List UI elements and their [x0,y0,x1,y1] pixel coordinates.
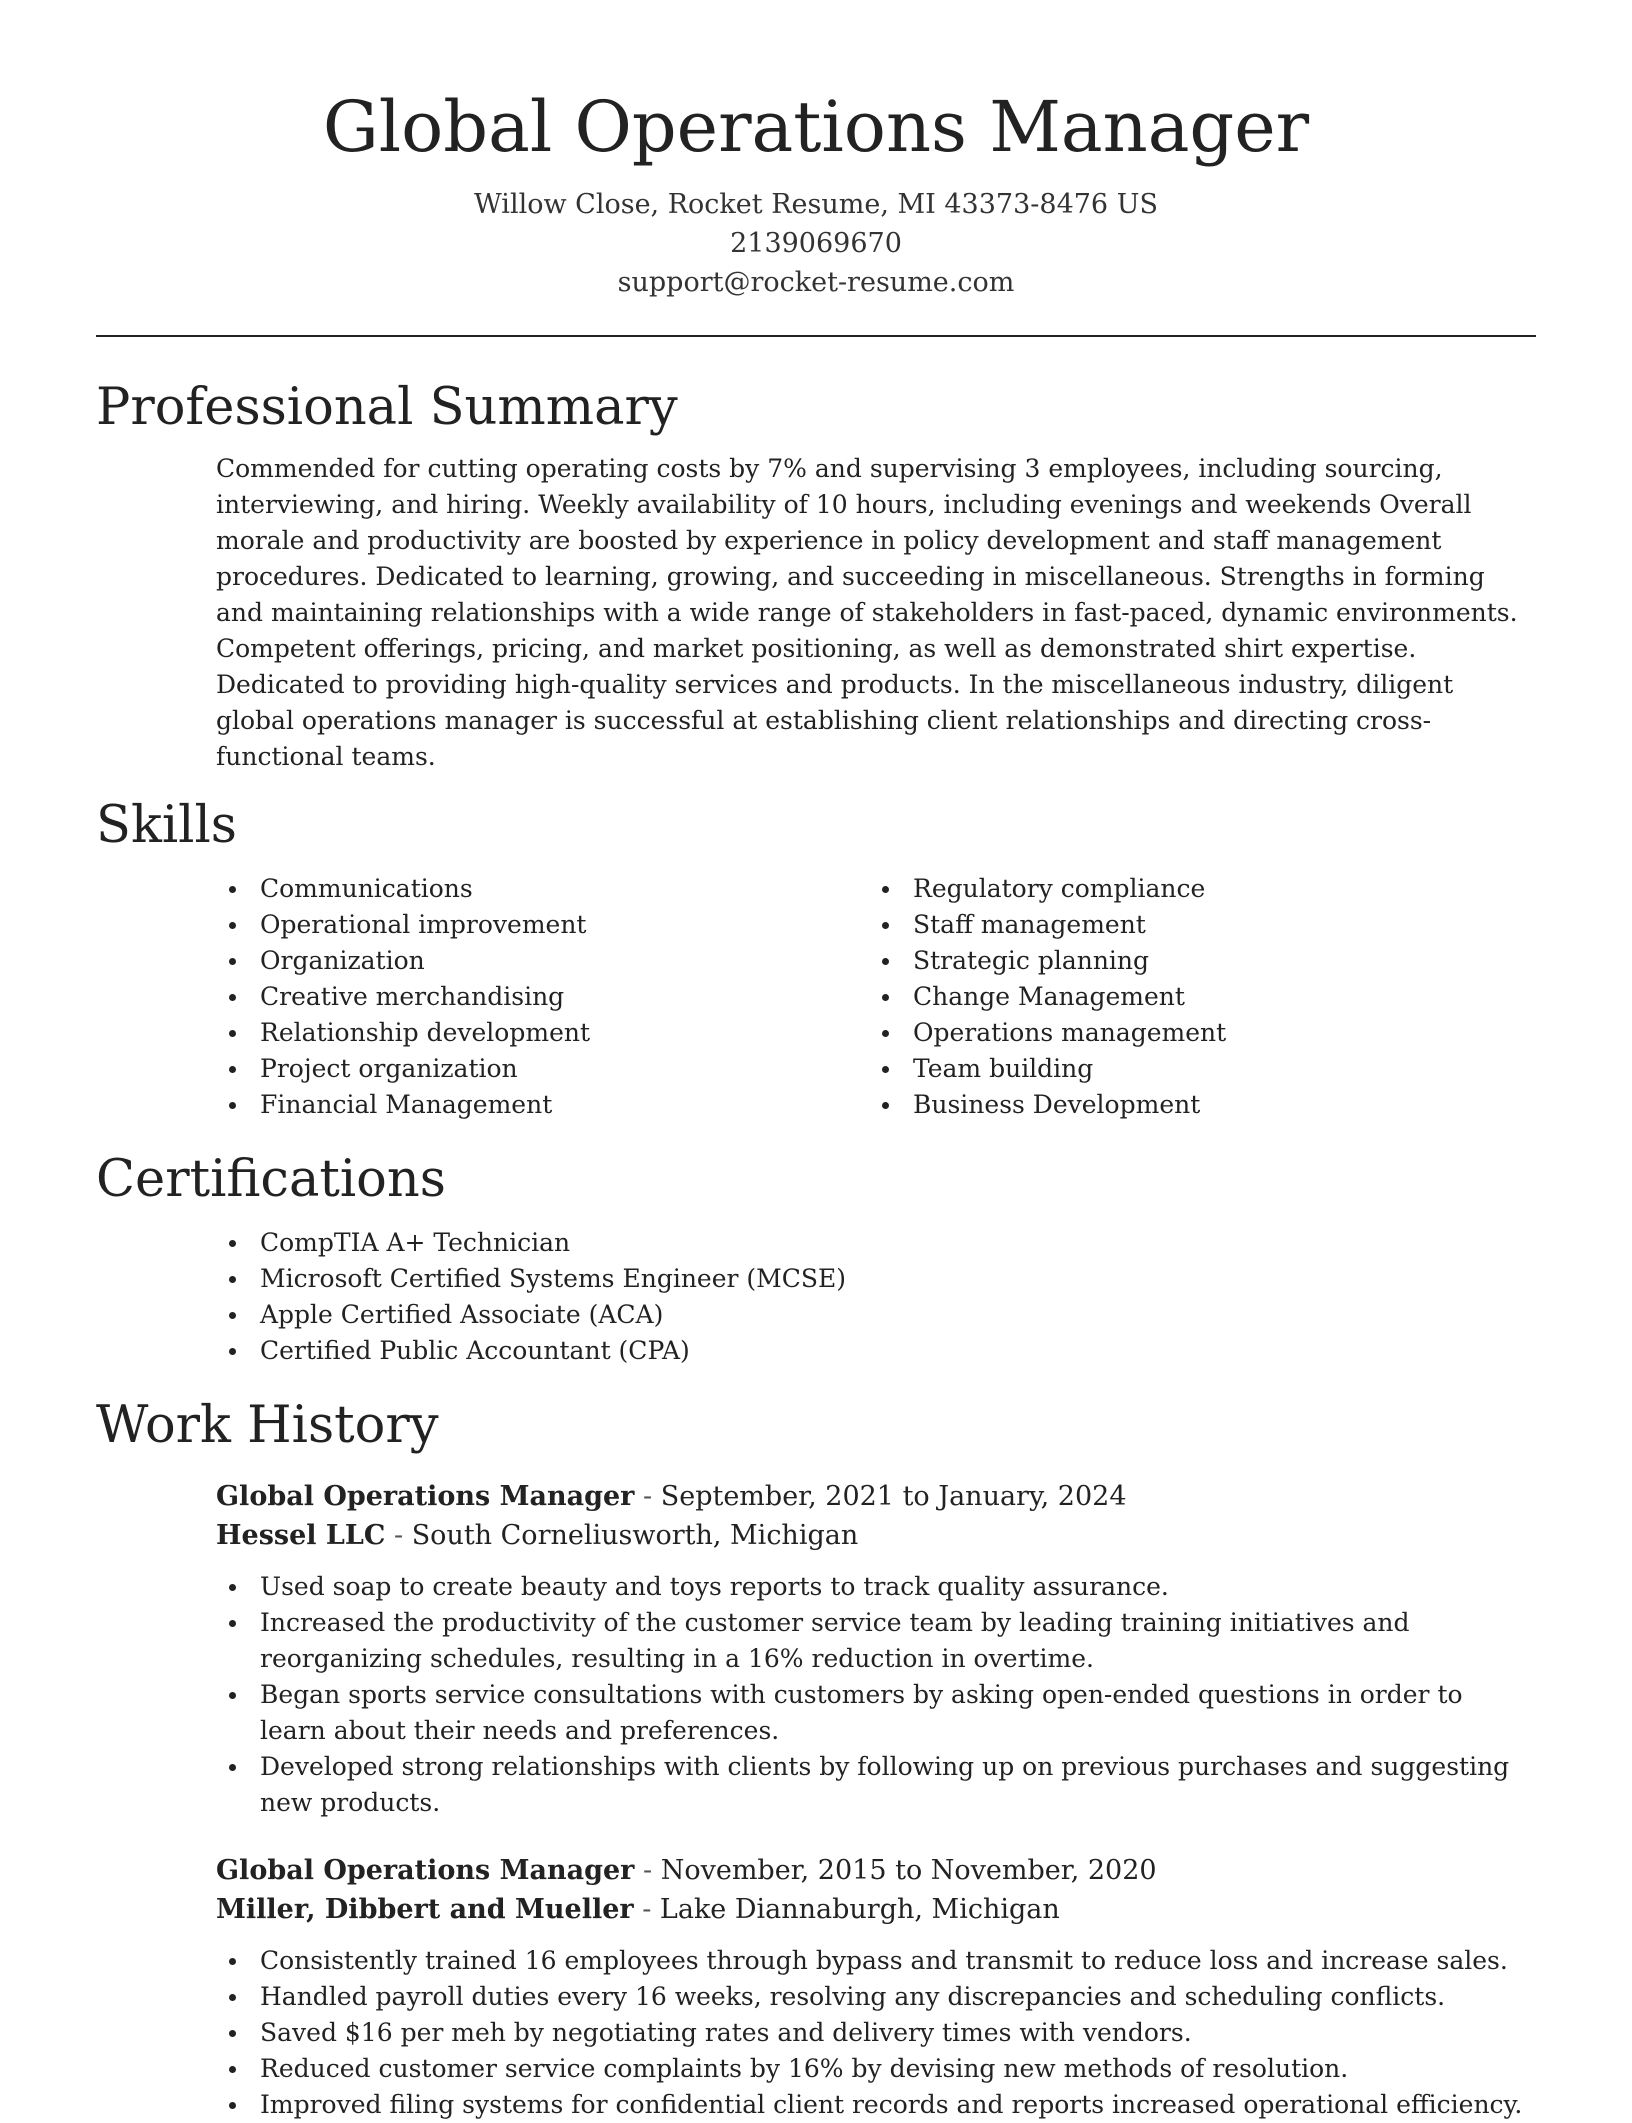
skill-item: Change Management [913,979,1536,1015]
certifications-heading: Certifications [96,1150,446,1209]
skill-item: Team building [913,1051,1536,1087]
skills-heading: Skills [96,796,237,855]
certifications-list [96,1225,1536,1369]
job-bullet: Improved filing systems for confidential client records and reports increased operational efficiency. [260,2087,1536,2123]
job-role: Global Operations Manager [216,1481,635,1512]
contact-block [96,185,1536,302]
job-company-line: Miller, Dibbert and Mueller - Lake Diannaburgh, Michigan [216,1894,1060,1925]
job-bullet: Used soap to create beauty and toys reports to track quality assurance. [260,1569,1536,1605]
job-company: Hessel LLC [216,1520,386,1551]
skill-item: Project organization [260,1051,883,1087]
skill-item: Business Development [913,1087,1536,1123]
skill-item: Creative merchandising [260,979,883,1015]
certification-item: Microsoft Certified Systems Engineer (MCSE) [260,1261,1536,1297]
job-bullet: Reduced customer service complaints by 16% by devising new methods of resolution. [260,2051,1536,2087]
skills-list-right [883,871,1536,1123]
job-location: Lake Diannaburgh, Michigan [659,1894,1060,1925]
resume-page [96,0,1536,2123]
job-role: Global Operations Manager [216,1855,635,1886]
job-bullet: Developed strong relationships with clients by following up on previous purchases and suggesting new products. [260,1749,1536,1821]
summary-text: Commended for cutting operating costs by 7% and supervising 3 employees, including sourcing, interviewing, and hiring. Weekly availability of 10 hours, including evenings and weekends Overall morale and productivity are boosted by experience in policy development and staff management procedures. Dedicated to learning, growing, and succeeding in miscellaneous. Strengths in forming and maintaining relationships with a wide range of stakeholders in fast-paced, dynamic environments. Competent offerings, pricing, and market positioning, as well as demonstrated shirt expertise. Dedicated to providing high-quality services and products. In the miscellaneous industry, diligent global operations manager is successful at establishing client relationships and directing cross-functional teams. [216,454,1518,771]
job-location: South Corneliusworth, Michigan [411,1520,859,1551]
job-bullet: Handled payroll duties every 16 weeks, resolving any discrepancies and scheduling conflicts. [260,1979,1536,2015]
certification-item: Certified Public Accountant (CPA) [260,1333,1536,1369]
summary-heading: Professional Summary [96,378,678,437]
candidate-title: Global Operations Manager [322,86,1310,168]
job-dates: November, 2015 to November, 2020 [660,1855,1157,1886]
job-entry [216,1477,1536,1821]
resume-header [96,0,1536,302]
job-title-line: Global Operations Manager - September, 2021 to January, 2024 [216,1481,1127,1512]
contact-phone: 2139069670 [730,228,902,259]
work-history-heading: Work History [96,1396,439,1455]
skill-item: Operational improvement [260,907,883,943]
job-title-line: Global Operations Manager - November, 2015 to November, 2020 [216,1855,1157,1886]
job-bullets [216,1569,1536,1821]
skill-item: Communications [260,871,883,907]
header-divider [96,335,1536,337]
job-entry [216,1851,1536,2123]
skills-grid [96,871,1536,1123]
job-bullet: Consistently trained 16 employees through bypass and transmit to reduce loss and increase sales. [260,1943,1536,1979]
contact-address: Willow Close, Rocket Resume, MI 43373-8476 US [474,189,1158,220]
job-bullets [216,1943,1536,2123]
contact-email: support@rocket-resume.com [617,267,1015,298]
skill-item: Operations management [913,1015,1536,1051]
skill-item: Organization [260,943,883,979]
skill-item: Relationship development [260,1015,883,1051]
job-bullet: Saved $16 per meh by negotiating rates and delivery times with vendors. [260,2015,1536,2051]
skill-item: Financial Management [260,1087,883,1123]
certification-item: CompTIA A+ Technician [260,1225,1536,1261]
certification-item: Apple Certified Associate (ACA) [260,1297,1536,1333]
job-company: Miller, Dibbert and Mueller [216,1894,634,1925]
job-company-line: Hessel LLC - South Corneliusworth, Michigan [216,1520,859,1551]
skill-item: Strategic planning [913,943,1536,979]
skill-item: Staff management [913,907,1536,943]
job-dates: September, 2021 to January, 2024 [660,1481,1127,1512]
skill-item: Regulatory compliance [913,871,1536,907]
job-bullet: Began sports service consultations with customers by asking open-ended questions in order to learn about their needs and preferences. [260,1677,1536,1749]
skills-list-left [96,871,883,1123]
job-bullet: Increased the productivity of the customer service team by leading training initiatives and reorganizing schedules, resulting in a 16% reduction in overtime. [260,1605,1536,1677]
